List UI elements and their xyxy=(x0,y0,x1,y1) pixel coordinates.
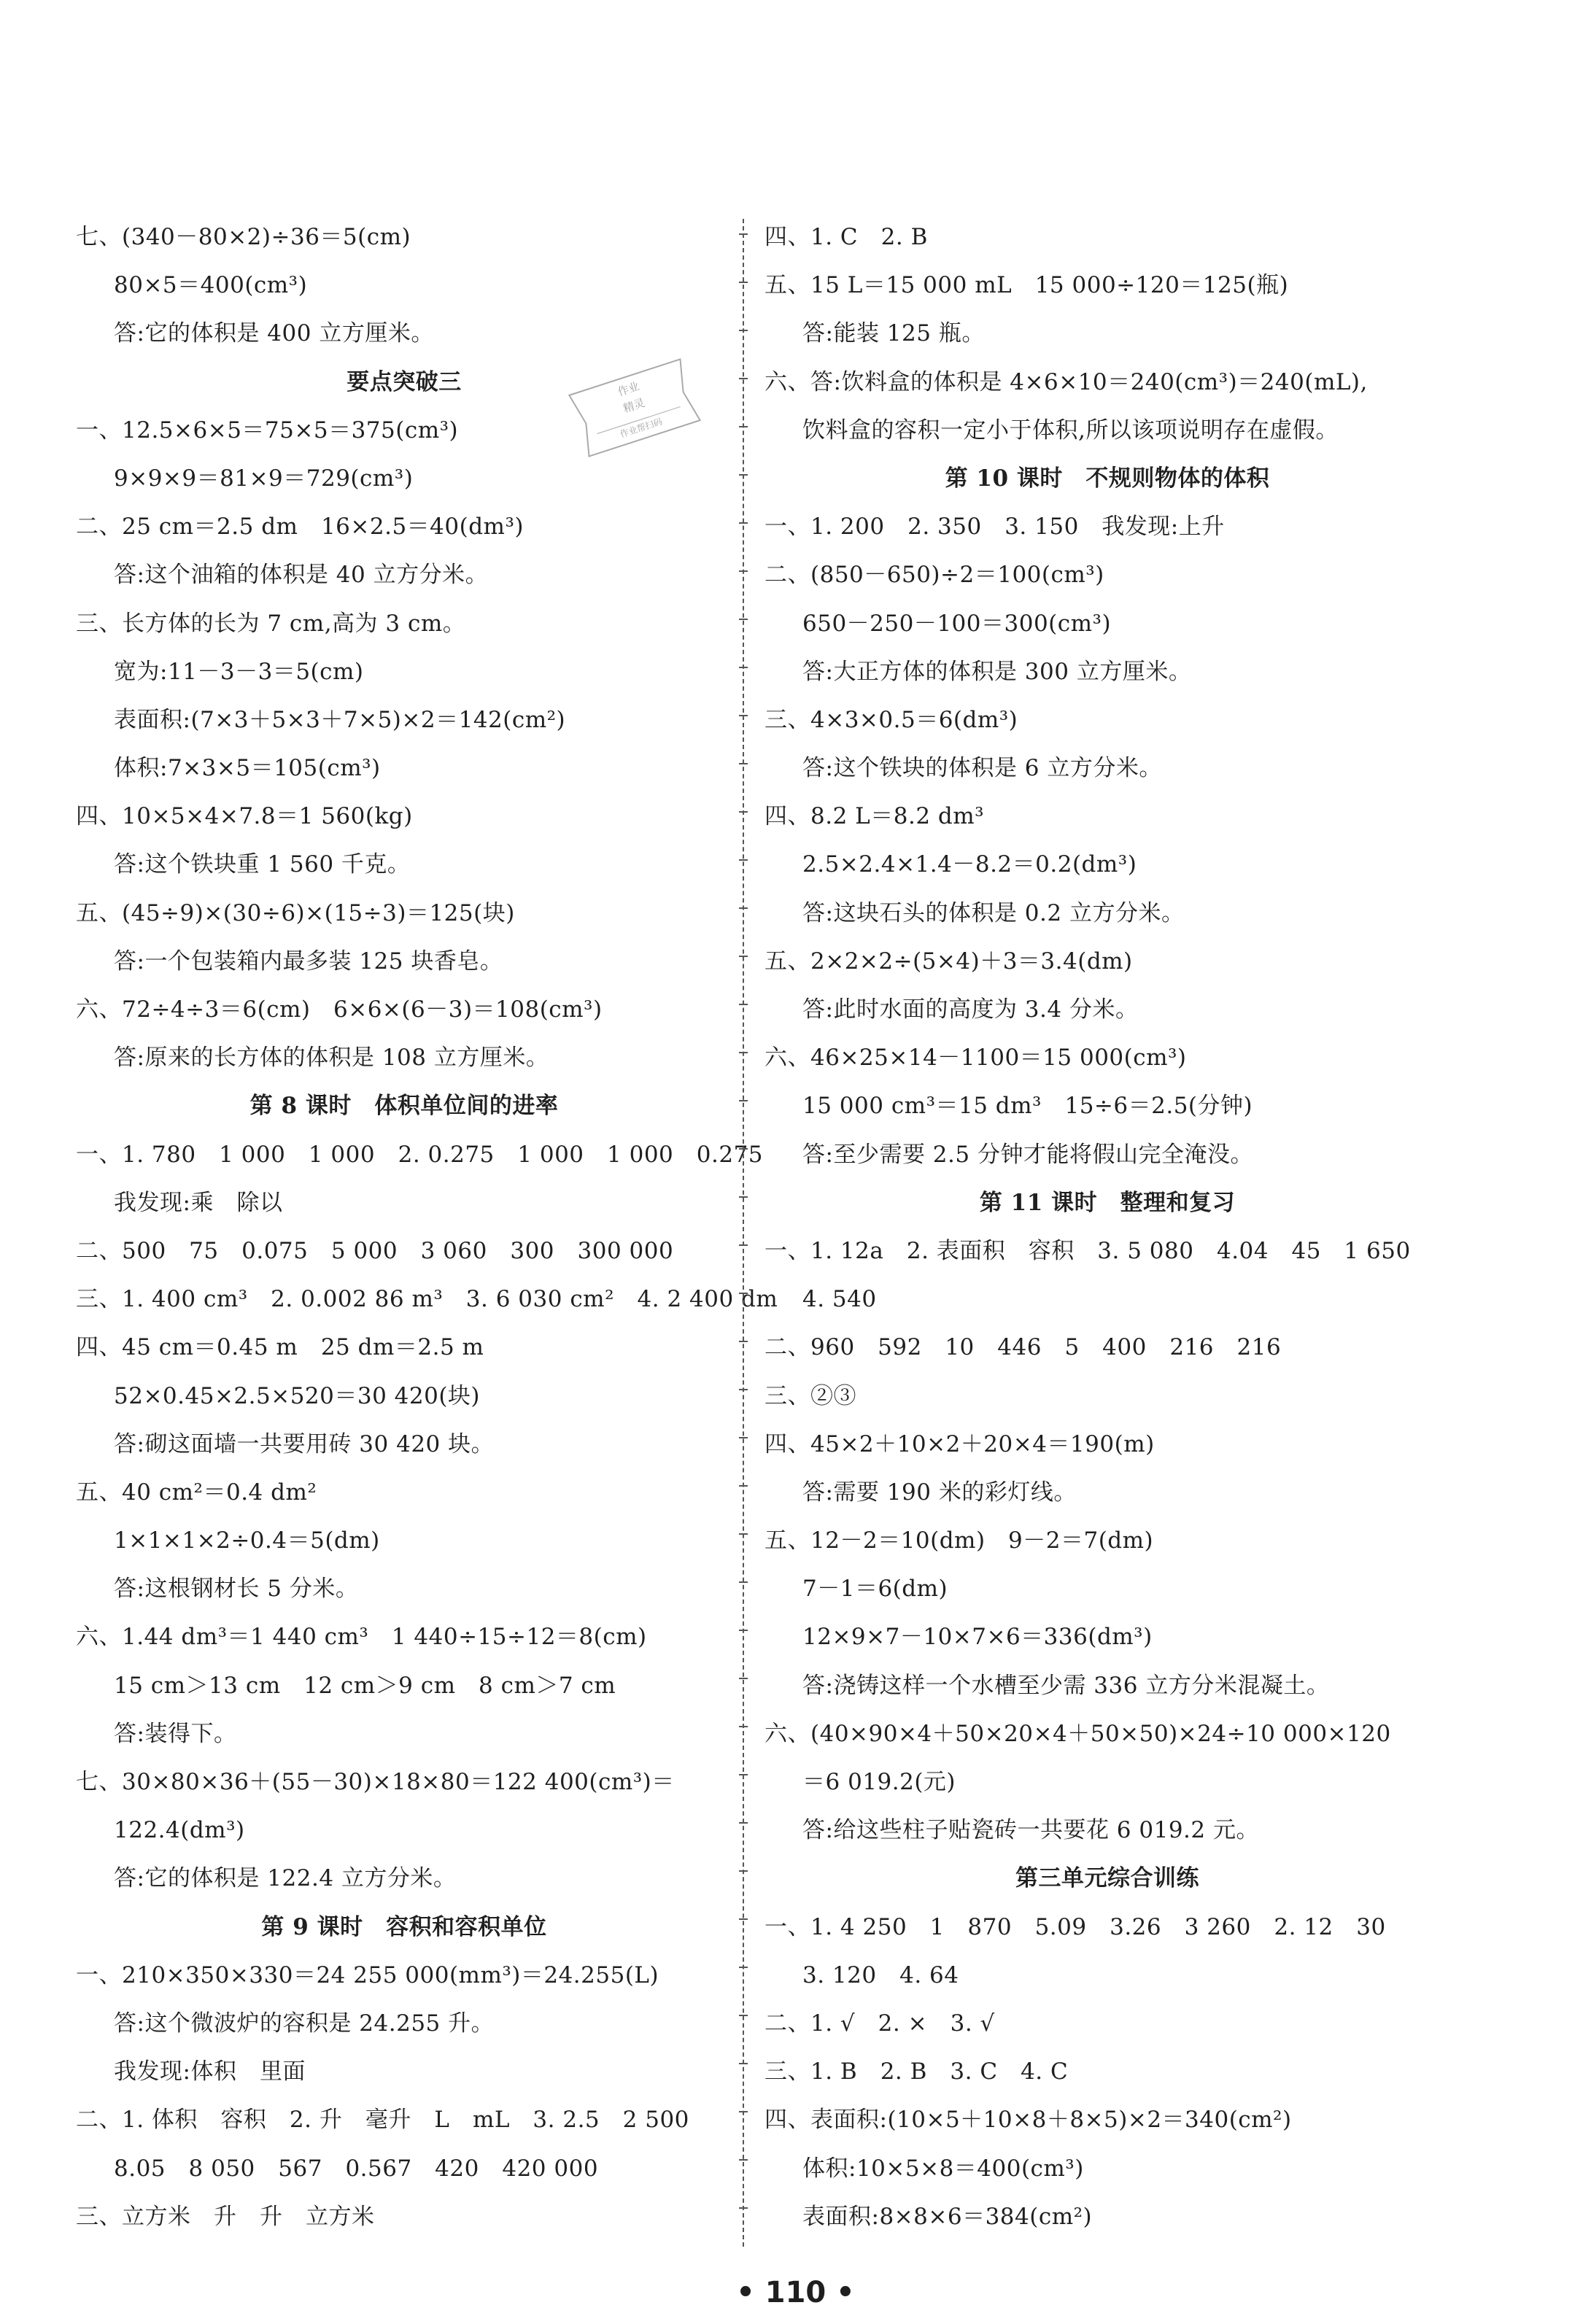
section-heading: 第 11 课时 整理和复习 xyxy=(979,1189,1236,1216)
divider-tick xyxy=(739,1052,748,1053)
answer-line: 答:能装 125 瓶。 xyxy=(802,320,985,347)
answer-line: 答:浇铸这样一个水槽至少需 336 立方分米混凝土。 xyxy=(802,1672,1330,1699)
divider-tick xyxy=(739,1774,748,1775)
answer-line: 四、45×2＋10×2＋20×4＝190(m) xyxy=(764,1430,1155,1457)
divider-tick xyxy=(739,2159,748,2161)
answer-line: 饮料盒的容积一定小于体积,所以该项说明存在虚假。 xyxy=(802,417,1339,444)
answer-line: 五、15 L＝15 000 mL 15 000÷120＝125(瓶) xyxy=(764,272,1289,299)
answer-line: 答:需要 190 米的彩灯线。 xyxy=(802,1479,1077,1506)
answer-line: 表面积:8×8×6＝384(cm²) xyxy=(802,2203,1093,2230)
answer-line: 五、12－2＝10(dm) 9－2＝7(dm) xyxy=(764,1527,1154,1554)
section-heading: 第 8 课时 体积单位间的进率 xyxy=(249,1093,559,1120)
stamp-line1: 作业 xyxy=(616,379,641,399)
answer-line: 答:至少需要 2.5 分钟才能将假山完全淹没。 xyxy=(802,1141,1253,1168)
answer-line: 答:一个包装箱内最多装 125 块香皂。 xyxy=(114,948,503,975)
answer-line: 二、960 592 10 446 5 400 216 216 xyxy=(764,1334,1282,1361)
answer-line: 七、30×80×36＋(55－30)×18×80＝122 400(cm³)＝ xyxy=(76,1769,675,1795)
answer-line: 三、1. B 2. B 3. C 4. C xyxy=(764,2058,1069,2085)
right-column xyxy=(764,213,1450,2241)
answer-line: 答:这个油箱的体积是 40 立方分米。 xyxy=(114,562,489,589)
section-heading: 第 10 课时 不规则物体的体积 xyxy=(945,465,1270,492)
answer-line: 三、4×3×0.5＝6(dm³) xyxy=(764,706,1018,733)
answer-line: 122.4(dm³) xyxy=(114,1817,245,1844)
divider-tick xyxy=(739,1148,748,1150)
answer-line: 四、45 cm＝0.45 m 25 dm＝2.5 m xyxy=(76,1334,484,1361)
answer-line: 三、1. 400 cm³ 2. 0.002 86 m³ 3. 6 030 cm² 4. 2 400 dm xyxy=(76,1286,778,1313)
answer-line: 体积:7×3×5＝105(cm³) xyxy=(114,755,381,782)
answer-line: 六、1.44 dm³＝1 440 cm³ 1 440÷15÷12＝8(cm) xyxy=(76,1624,647,1651)
answer-line: 三、②③ xyxy=(764,1382,856,1409)
divider-tick xyxy=(739,378,748,379)
answer-line: 12×9×7－10×7×6＝336(dm³) xyxy=(802,1624,1153,1651)
section-heading: 第 9 课时 容积和容积单位 xyxy=(261,1913,547,1940)
answer-line: 答:它的体积是 122.4 立方分米。 xyxy=(114,1865,457,1892)
answer-line: 三、长方体的长为 7 cm,高为 3 cm。 xyxy=(76,610,466,637)
divider-tick xyxy=(739,2015,748,2016)
answer-line: 答:此时水面的高度为 3.4 分米。 xyxy=(802,996,1139,1023)
divider-tick xyxy=(739,1196,748,1198)
answer-line: 52×0.45×2.5×520＝30 420(块) xyxy=(114,1382,481,1409)
section-heading: 第三单元综合训练 xyxy=(1015,1865,1199,1892)
answer-line: 二、500 75 0.075 5 000 3 060 300 300 000 xyxy=(76,1237,674,1264)
answer-line: 3. 120 4. 64 xyxy=(802,1961,959,1988)
divider-tick xyxy=(739,1100,748,1101)
answer-line: 答:砌这面墙一共要用砖 30 420 块。 xyxy=(114,1430,495,1457)
answer-line: 四、8.2 L＝8.2 dm³ xyxy=(764,803,985,830)
divider-tick xyxy=(739,956,748,957)
divider-tick xyxy=(739,2207,748,2209)
divider-tick xyxy=(739,233,748,235)
divider-tick xyxy=(739,1437,748,1438)
answer-line: 4. 540 xyxy=(802,1286,877,1313)
answer-line: 答:原来的长方体的体积是 108 立方厘米。 xyxy=(114,1045,549,1072)
answer-line: 四、10×5×4×7.8＝1 560(kg) xyxy=(76,803,413,830)
divider-tick xyxy=(739,811,748,813)
divider-tick xyxy=(739,619,748,620)
section-heading: 要点突破三 xyxy=(347,368,462,395)
divider-tick xyxy=(739,1918,748,1920)
answer-line: 六、72÷4÷3＝6(cm) 6×6×(6－3)＝108(cm³) xyxy=(76,996,603,1023)
answer-line: 一、1. 12a 2. 表面积 容积 3. 5 080 4.04 45 1 650 xyxy=(764,1237,1411,1264)
answer-line: 我发现:体积 里面 xyxy=(114,2058,306,2085)
divider-tick xyxy=(739,763,748,764)
answer-line: 四、1. C 2. B xyxy=(764,224,928,250)
answer-line: 8.05 8 050 567 0.567 420 420 000 xyxy=(114,2155,599,2182)
answer-line: 答:这个铁块重 1 560 千克。 xyxy=(114,851,411,878)
divider-tick xyxy=(739,426,748,427)
divider-tick xyxy=(739,474,748,476)
answer-line: 二、1. 体积 容积 2. 升 毫升 L mL 3. 2.5 2 500 xyxy=(76,2107,689,2134)
answer-line: 答:这个微波炉的容积是 24.255 升。 xyxy=(114,2010,495,2037)
divider-tick xyxy=(739,1581,748,1583)
divider-tick xyxy=(739,1293,748,1294)
answer-line: 体积:10×5×8＝400(cm³) xyxy=(802,2155,1084,2182)
answer-line: 2.5×2.4×1.4－8.2＝0.2(dm³) xyxy=(802,851,1137,878)
answer-line: 六、(40×90×4＋50×20×4＋50×50)×24÷10 000×120 xyxy=(764,1720,1391,1747)
divider-tick xyxy=(739,1004,748,1005)
answer-line: 一、1. 4 250 1 870 5.09 3.26 3 260 2. 12 30 xyxy=(764,1913,1386,1940)
answer-line: 六、答:饮料盒的体积是 4×6×10＝240(cm³)＝240(mL), xyxy=(764,368,1368,395)
divider-tick xyxy=(739,859,748,861)
divider-tick xyxy=(739,1630,748,1631)
answer-line: 三、立方米 升 升 立方米 xyxy=(76,2203,375,2230)
answer-line: 五、40 cm²＝0.4 dm² xyxy=(76,1479,317,1506)
divider-tick xyxy=(739,667,748,668)
divider-tick xyxy=(739,2111,748,2112)
answer-line: ＝6 019.2(元) xyxy=(802,1769,956,1795)
divider-tick xyxy=(739,1822,748,1824)
divider-tick xyxy=(739,1967,748,1968)
divider-tick xyxy=(739,1533,748,1535)
answer-line: 一、1. 200 2. 350 3. 150 我发现:上升 xyxy=(764,514,1225,541)
divider-tick xyxy=(739,715,748,716)
page-number: • 110 • xyxy=(736,2276,855,2309)
answer-line: 80×5＝400(cm³) xyxy=(114,272,308,299)
divider-tick xyxy=(739,1244,748,1246)
answer-line: 7－1＝6(dm) xyxy=(802,1576,948,1603)
answer-line: 二、25 cm＝2.5 dm 16×2.5＝40(dm³) xyxy=(76,514,524,541)
divider-tick xyxy=(739,1726,748,1727)
divider-tick xyxy=(739,1870,748,1872)
stamp-line2: 精灵 xyxy=(622,395,647,416)
divider-tick xyxy=(739,1678,748,1679)
answer-line: 一、12.5×6×5＝75×5＝375(cm³) xyxy=(76,417,459,444)
divider-tick xyxy=(739,1341,748,1342)
divider-tick xyxy=(739,2063,748,2064)
answer-line: 答:给这些柱子贴瓷砖一共要花 6 019.2 元。 xyxy=(802,1817,1259,1844)
answer-line: 答:这根钢材长 5 分米。 xyxy=(114,1576,359,1603)
divider-tick xyxy=(739,330,748,331)
answer-line: 答:装得下。 xyxy=(114,1720,237,1747)
stamp-line3: 作业帮扫码 xyxy=(619,416,664,440)
answer-line: 五、2×2×2÷(5×4)＋3＝3.4(dm) xyxy=(764,948,1133,975)
divider-tick xyxy=(739,282,748,283)
answer-line: 答:这块石头的体积是 0.2 立方分米。 xyxy=(802,899,1185,926)
answer-line: 七、(340－80×2)÷36＝5(cm) xyxy=(76,224,411,250)
answer-line: 15 cm＞13 cm 12 cm＞9 cm 8 cm＞7 cm xyxy=(114,1672,616,1699)
answer-line: 六、46×25×14－1100＝15 000(cm³) xyxy=(764,1045,1187,1072)
answer-line: 15 000 cm³＝15 dm³ 15÷6＝2.5(分钟) xyxy=(802,1093,1253,1120)
answer-line: 一、210×350×330＝24 255 000(mm³)＝24.255(L) xyxy=(76,1961,659,1988)
answer-line: 答:它的体积是 400 立方厘米。 xyxy=(114,320,434,347)
divider-tick xyxy=(739,907,748,909)
answer-line: 答:大正方体的体积是 300 立方厘米。 xyxy=(802,658,1192,685)
answer-line: 650－250－100＝300(cm³) xyxy=(802,610,1112,637)
divider-tick xyxy=(739,1389,748,1390)
answer-line: 表面积:(7×3＋5×3＋7×5)×2＝142(cm²) xyxy=(114,706,566,733)
answer-line: 1×1×1×2÷0.4＝5(dm) xyxy=(114,1527,380,1554)
left-column xyxy=(76,213,778,2241)
answer-line: 五、(45÷9)×(30÷6)×(15÷3)＝125(块) xyxy=(76,899,515,926)
divider-tick xyxy=(739,1485,748,1487)
answer-line: 宽为:11－3－3＝5(cm) xyxy=(114,658,364,685)
answer-line: 一、1. 780 1 000 1 000 2. 0.275 1 000 1 000 0.275 xyxy=(76,1141,764,1168)
column-divider xyxy=(743,219,744,2247)
answer-line: 二、(850－650)÷2＝100(cm³) xyxy=(764,562,1104,589)
answer-line: 答:这个铁块的体积是 6 立方分米。 xyxy=(802,755,1162,782)
divider-tick xyxy=(739,570,748,572)
divider-tick xyxy=(739,522,748,524)
answer-line: 四、表面积:(10×5＋10×8＋8×5)×2＝340(cm²) xyxy=(764,2107,1292,2134)
answer-line: 二、1. √ 2. × 3. √ xyxy=(764,2010,995,2037)
answer-line: 9×9×9＝81×9＝729(cm³) xyxy=(114,465,414,492)
answer-line: 我发现:乘 除以 xyxy=(114,1189,283,1216)
